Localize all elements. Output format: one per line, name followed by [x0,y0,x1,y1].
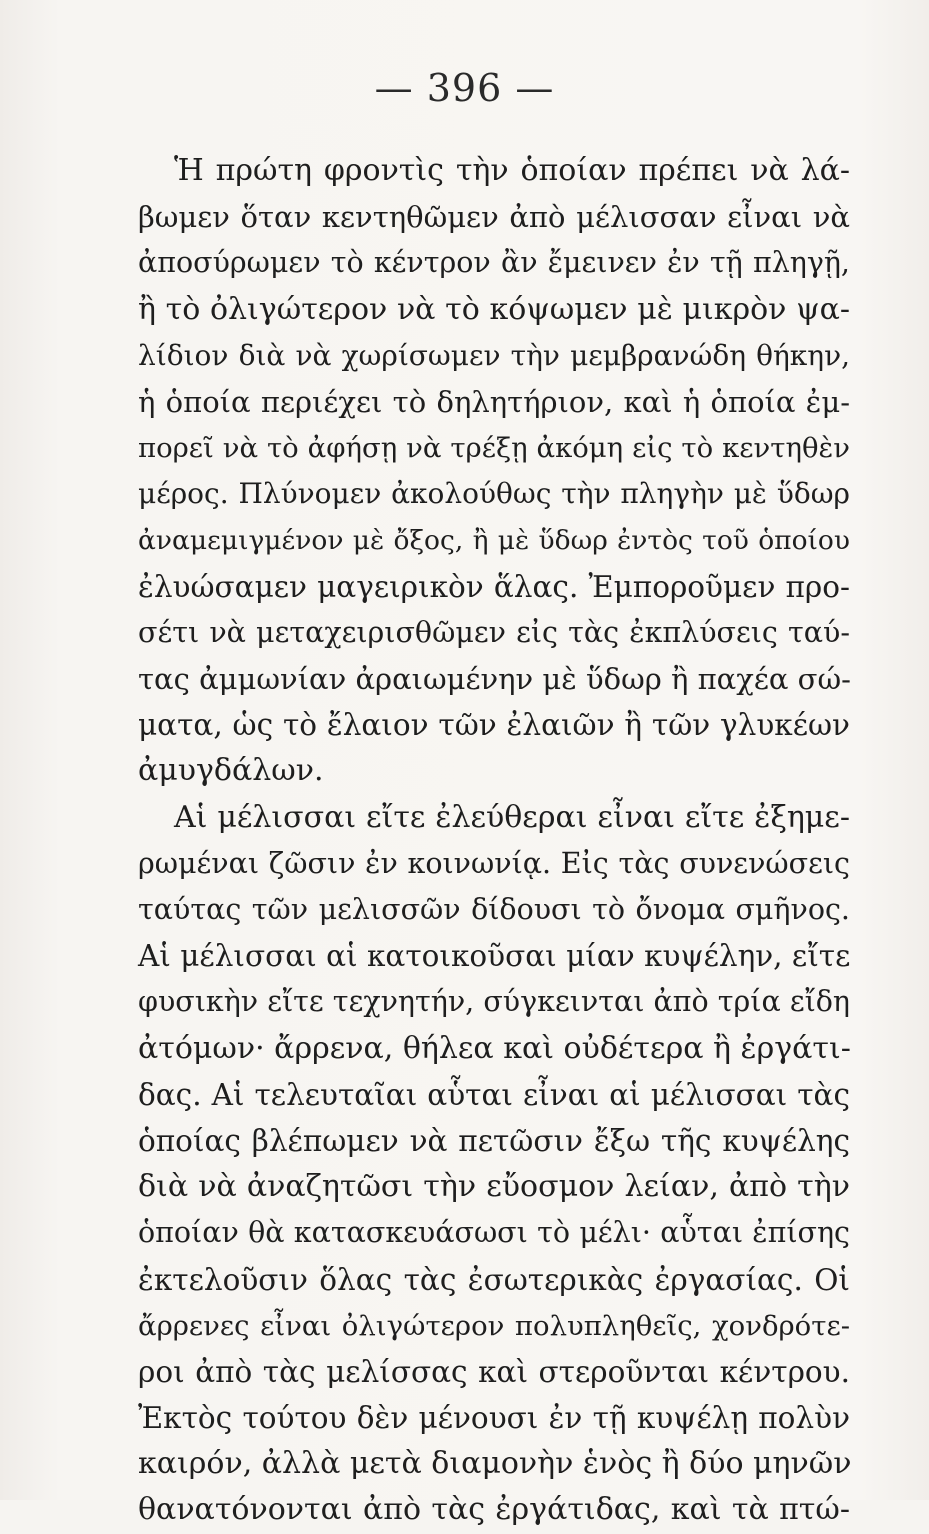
text-line: ταύτας τῶν μελισσῶν δίδουσι τὸ ὄνομα σμῆνος. [138,893,850,926]
text-line: μέρος. Πλύνομεν ἀκολούθως τὴν πληγὴν μὲ ὕδωρ [138,477,850,511]
text-line: ἄρρενες εἶναι ὀλιγώτερον πολυπληθεῖς, χονδρότε- [138,1309,850,1342]
text-line: ἐλυώσαμεν μαγειρικὸν ἅλας. Ἐμποροῦμεν προ- [138,569,850,604]
text-line: Αἱ μέλισσαι εἴτε ἐλεύθεραι εἶναι εἴτε ἐξημε- [174,799,850,835]
text-line: ἀποσύρωμεν τὸ κέντρον ἂν ἔμεινεν ἐν τῇ πληγῇ, [138,246,850,280]
text-line: ἢ τὸ ὀλιγώτερον νὰ τὸ κόψωμεν μὲ μικρὸν ψα- [138,291,850,327]
text-line: τας ἀμμωνίαν ἀραιωμένην μὲ ὕδωρ ἢ παχέα σώ- [138,662,851,697]
text-line: ὁποίας βλέπωμεν νὰ πετῶσιν ἔξω τῆς κυψέλης [138,1123,850,1158]
text-line: ἀτόμων· ἄρρενα, θήλεα καὶ οὐδέτερα ἢ ἐργάτι- [138,1030,851,1066]
text-line: ἀμυγδάλων. [138,753,324,789]
text-line: καιρόν, ἀλλὰ μετὰ διαμονὴν ἑνὸς ἢ δύο μηνῶν [138,1446,852,1482]
text-line: ἡ ὁποία περιέχει τὸ δηλητήριον, καὶ ἡ ὁποία ἐμ- [138,384,850,419]
page-number: — 396 — [374,66,555,110]
text-line: θανατόνονται ἀπὸ τὰς ἐργάτιδας, καὶ τὰ πτώ- [138,1492,850,1528]
text-line: Ἡ πρώτη φροντὶς τὴν ὁποίαν πρέπει νὰ λά- [174,153,850,188]
text-line: πορεῖ νὰ τὸ ἀφήσῃ νὰ τρέξῃ ἀκόμη εἰς τὸ κεντηθὲν [138,432,850,465]
text-line: ρωμέναι ζῶσιν ἐν κοινωνίᾳ. Εἰς τὰς συνενώσεις [138,846,850,880]
text-line: διὰ νὰ ἀναζητῶσι τὴν εὔοσμον λείαν, ἀπὸ τὴν [138,1169,850,1205]
text-line: δας. Αἱ τελευταῖαι αὗται εἶναι αἱ μέλισσαι τὰς [138,1077,850,1112]
text-line: λίδιον διὰ νὰ χωρίσωμεν τὴν μεμβρανώδη θήκην, [138,338,850,372]
text-line: ὁποίαν θὰ κατασκευάσωσι τὸ μέλι· αὗται ἐπίσης [138,1216,850,1250]
text-line: φυσικὴν εἴτε τεχνητήν, σύγκεινται ἀπὸ τρία εἴδη [138,985,850,1019]
text-line: Αἱ μέλισσαι αἱ κατοικοῦσαι μίαν κυψέλην, εἴτε [138,939,851,974]
body-text [138,148,850,1534]
text-line: ἐκτελοῦσιν ὅλας τὰς ἐσωτερικὰς ἐργασίας. Οἱ [138,1262,850,1297]
text-line: βωμεν ὅταν κεντηθῶμεν ἀπὸ μέλισσαν εἶναι νὰ [138,200,850,235]
text-line: Ἐκτὸς τούτου δὲν μένουσι ἐν τῇ κυψέλῃ πολὺν [138,1401,850,1436]
text-line: σέτι νὰ μεταχειρισθῶμεν εἰς τὰς ἐκπλύσεις ταύ- [138,615,850,649]
text-line: ἀναμεμιγμένον μὲ ὄξος, ἢ μὲ ὕδωρ ἐντὸς τοῦ ὁποίου [138,524,850,556]
text-line: ροι ἀπὸ τὰς μελίσσας καὶ στεροῦνται κέντρου. [138,1354,850,1389]
text-line: ματα, ὡς τὸ ἔλαιον τῶν ἐλαιῶν ἢ τῶν γλυκέων [138,708,850,743]
